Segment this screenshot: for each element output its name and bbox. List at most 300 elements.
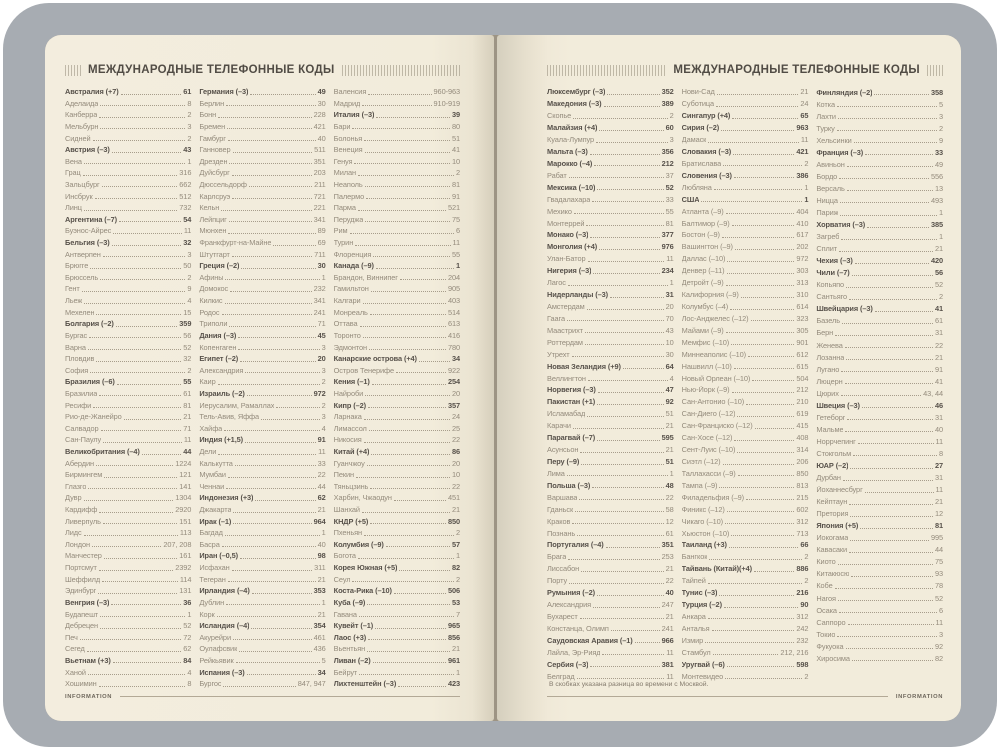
city-row [65, 329, 191, 341]
entry-code: 11 [800, 135, 809, 145]
city-row [547, 669, 674, 681]
dot-leader [838, 564, 933, 565]
entry-code: 24 [451, 412, 460, 422]
dot-leader [368, 639, 446, 640]
dot-leader [852, 275, 933, 276]
dot-leader [239, 651, 311, 652]
dot-leader [245, 442, 316, 443]
city-row [65, 410, 191, 422]
entry-name: Рио-де-Жанейро [65, 413, 122, 422]
city-row [65, 491, 191, 503]
entry-name: Акурейри [199, 633, 231, 642]
dot-leader [746, 499, 794, 500]
city-row [65, 503, 191, 515]
country-row [199, 352, 325, 364]
dot-leader [142, 454, 182, 455]
entry-name: Люцерн [816, 377, 843, 386]
city-row [334, 271, 460, 283]
entry-name: Бургас [65, 331, 88, 340]
country-row [682, 121, 809, 133]
city-row [682, 526, 809, 538]
entry-name: Тайпей [681, 577, 706, 586]
entry-code: 2 [187, 365, 192, 375]
entry-code: 50 [183, 261, 192, 271]
entry-name: Бразилия (–6) [65, 378, 115, 387]
city-row [65, 364, 191, 376]
information-label: INFORMATION [65, 693, 113, 700]
dot-leader [574, 213, 664, 214]
dot-leader [849, 504, 933, 505]
entry-name: Лос-Анджелес (–12) [681, 314, 749, 323]
entry-code: 514 [447, 307, 460, 317]
dot-leader [727, 261, 794, 262]
dot-leader [362, 512, 450, 513]
entry-name: Берлин [199, 99, 225, 108]
codes-columns [65, 85, 460, 692]
entry-name: Суботица [681, 100, 715, 109]
dot-leader [838, 118, 937, 119]
dot-leader [845, 383, 933, 384]
entry-name: Утрехт [547, 350, 570, 359]
entry-name: Монако (–3) [547, 231, 589, 240]
dot-leader [88, 349, 181, 350]
dot-leader [593, 607, 660, 608]
entry-code: 30 [317, 261, 326, 271]
entry-code: 421 [796, 147, 809, 157]
dot-leader [355, 245, 450, 246]
city-row [682, 395, 809, 407]
city-row [682, 621, 809, 633]
entry-code: 4 [321, 423, 326, 433]
entry-name: Венгрия (–3) [65, 598, 110, 607]
city-row [199, 131, 325, 143]
city-row [199, 143, 325, 155]
entry-name: Аргентина (–7) [65, 215, 118, 224]
city-row [65, 294, 191, 306]
entry-name: Вашингтон (–9) [681, 243, 733, 252]
entry-name: Сан-Антонио (–10) [681, 398, 745, 407]
dot-leader [712, 630, 795, 631]
city-row [682, 157, 809, 169]
entry-code: 963 [796, 123, 809, 133]
city-row [199, 480, 325, 492]
entry-code: 732 [179, 203, 192, 213]
entry-name: Дания (–3) [199, 331, 237, 340]
entry-name: Женева [816, 341, 843, 350]
entry-name: Вьентьян [333, 645, 366, 654]
entry-code: 972 [313, 388, 326, 398]
entry-name: Зальцбург [65, 180, 100, 189]
entry-code: 11 [183, 435, 192, 445]
entry-code: 212 [796, 385, 809, 395]
dot-leader [755, 428, 795, 429]
entry-code: 1 [939, 208, 943, 217]
dot-leader [121, 94, 182, 95]
dot-leader [372, 384, 446, 385]
city-row [816, 326, 943, 338]
city-row [547, 276, 674, 288]
dot-leader [845, 347, 933, 348]
country-row [682, 168, 809, 180]
city-row [547, 216, 674, 228]
entry-code: 10 [665, 337, 674, 347]
entry-name: Манчестер [65, 552, 102, 561]
dot-leader [232, 256, 312, 257]
entry-code: 614 [796, 302, 809, 311]
entry-code: 78 [934, 581, 943, 591]
country-row [334, 259, 460, 271]
dot-leader [100, 616, 185, 617]
entry-name: Болгария (–2) [65, 320, 114, 329]
entry-code: 11 [452, 238, 460, 248]
dot-leader [572, 356, 664, 357]
city-row [199, 271, 325, 283]
code-column [199, 85, 325, 692]
dot-leader [93, 140, 186, 141]
dot-leader [731, 344, 794, 345]
entry-name: Детройт (–9) [681, 279, 724, 288]
entry-code: 721 [313, 191, 326, 201]
entry-code: 61 [183, 388, 192, 398]
dot-leader [572, 523, 663, 524]
entry-name: Гент [65, 285, 80, 294]
country-row [547, 633, 674, 645]
entry-code: 2 [455, 528, 460, 538]
dot-leader [102, 581, 178, 582]
country-row [334, 538, 460, 550]
city-row [816, 651, 943, 663]
country-row [547, 586, 674, 598]
city-row [547, 490, 674, 502]
city-row [547, 407, 674, 419]
entry-code: 420 [930, 256, 943, 266]
city-row [334, 201, 460, 213]
country-row [816, 266, 943, 278]
entry-code: 10 [451, 470, 460, 480]
dot-leader [104, 558, 178, 559]
city-row [199, 178, 325, 190]
dot-leader [731, 535, 794, 536]
city-row [682, 383, 809, 395]
entry-name: Израиль (–2) [199, 389, 245, 398]
entry-name: Мехико [547, 207, 572, 216]
entry-name: Палермо [333, 192, 365, 201]
entry-code: 27 [934, 460, 943, 470]
country-row [334, 375, 460, 387]
entry-name: Бельгия (–3) [65, 239, 110, 248]
entry-name: Нью-Йорк (–9) [681, 386, 730, 395]
city-row [547, 645, 674, 657]
entry-name: Гамбург [199, 134, 226, 143]
entry-name: Куба (–9) [333, 598, 366, 607]
city-row [816, 639, 943, 651]
entry-name: Мюнхен [199, 227, 227, 236]
dot-leader [371, 291, 446, 292]
city-row [65, 573, 191, 585]
dot-leader [594, 165, 659, 166]
dot-leader [88, 674, 185, 675]
entry-name: ЮАР (–2) [816, 461, 849, 470]
city-row [65, 282, 191, 294]
city-row [682, 514, 809, 526]
dot-leader [725, 678, 802, 679]
entry-name: Ганновер [199, 146, 231, 155]
city-row [199, 526, 325, 538]
country-row [816, 254, 943, 266]
entry-name: Болонья [333, 134, 363, 143]
entry-name: Вена [65, 157, 82, 166]
country-row [65, 596, 191, 608]
entry-name: Улан-Батор [547, 255, 586, 264]
entry-name: Познань [547, 529, 576, 538]
entry-code: 91 [451, 191, 460, 201]
entry-name: США [681, 195, 700, 204]
dot-leader [713, 654, 779, 655]
dot-leader [396, 372, 446, 373]
dot-leader [223, 686, 295, 687]
dot-leader [727, 666, 795, 667]
dot-leader [111, 604, 181, 605]
city-row [816, 495, 943, 507]
dot-leader [112, 245, 182, 246]
entry-code: 1304 [175, 493, 192, 503]
country-row [816, 302, 943, 314]
entry-name: Финикс (–12) [681, 505, 725, 514]
entry-code: 92 [665, 397, 674, 407]
entry-code: 9 [939, 135, 943, 145]
entry-name: Лугано [816, 365, 840, 374]
entry-code: 313 [796, 278, 809, 288]
entry-name: Сиэтл (–12) [681, 457, 721, 466]
country-row [547, 85, 674, 97]
city-row [682, 550, 809, 562]
dot-leader [741, 297, 795, 298]
city-row [816, 422, 943, 434]
entry-code: 241 [313, 307, 326, 317]
entry-name: Ханой [65, 668, 86, 677]
entry-code: 21 [665, 445, 674, 455]
dot-leader [635, 642, 660, 643]
entry-code: 69 [317, 238, 326, 248]
city-row [547, 109, 674, 121]
entry-name: Шеффилд [65, 575, 101, 584]
dot-leader [738, 475, 795, 476]
entry-name: Иран (–0,5) [199, 552, 238, 561]
city-row [199, 317, 325, 329]
entry-code: 4 [187, 296, 192, 306]
entry-code: 612 [796, 349, 809, 359]
dot-leader [250, 94, 315, 95]
dot-leader [708, 583, 803, 584]
entry-name: Мельбурн [65, 122, 99, 131]
entry-name: Колумбия (–9) [333, 540, 384, 549]
dot-leader [370, 523, 446, 524]
entry-name: Багдад [199, 529, 223, 538]
entry-code: 323 [796, 313, 809, 323]
dot-leader [874, 94, 929, 95]
entry-code: 3 [321, 365, 326, 375]
entry-code: 1224 [175, 458, 192, 468]
entry-code: 20 [665, 302, 674, 311]
country-row [816, 458, 943, 470]
entry-code: 316 [179, 168, 192, 178]
dot-leader [400, 279, 446, 280]
country-row [547, 455, 674, 467]
entry-name: Портсмут [65, 564, 97, 573]
city-row [334, 166, 460, 178]
city-row [334, 526, 460, 538]
city-row [334, 143, 460, 155]
entry-code: 21 [800, 87, 809, 97]
city-row [334, 282, 460, 294]
city-row [334, 155, 460, 167]
entry-code: 55 [451, 249, 460, 259]
entry-code: 410 [796, 218, 809, 228]
entry-name: Печ [65, 633, 78, 642]
entry-code: 212, 216 [780, 647, 809, 657]
city-row [547, 312, 674, 324]
city-row [334, 306, 460, 318]
city-row [547, 300, 674, 312]
city-row [816, 531, 943, 543]
entry-name: Австралия (+7) [65, 88, 119, 97]
entry-name: Бургос [199, 680, 222, 689]
entry-name: Тунис (–3) [681, 589, 718, 598]
dot-leader [726, 285, 795, 286]
entry-code: 80 [451, 121, 460, 131]
dot-leader [754, 571, 794, 572]
entry-code: 8 [187, 679, 192, 689]
dot-leader [394, 500, 446, 501]
dot-leader [714, 189, 803, 190]
dot-leader [840, 202, 929, 203]
dot-leader [723, 464, 795, 465]
entry-name: Филадельфия (–9) [681, 493, 744, 502]
entry-name: Брюссель [65, 273, 99, 282]
city-row [334, 457, 460, 469]
country-row [547, 228, 674, 240]
dot-leader [226, 105, 316, 106]
city-row [199, 398, 325, 410]
dot-leader [354, 163, 449, 164]
entry-name: Хиросима [816, 654, 850, 663]
country-row [547, 383, 674, 395]
entry-code: 1 [939, 232, 943, 242]
entry-code: 20 [451, 388, 460, 398]
dot-leader [261, 419, 320, 420]
country-row [199, 387, 325, 399]
dot-leader [364, 419, 450, 420]
country-row [547, 657, 674, 669]
dot-leader [371, 454, 450, 455]
entry-code: 40 [665, 588, 674, 598]
city-row [682, 502, 809, 514]
entry-name: Денвер (–11) [681, 267, 725, 276]
city-row [682, 633, 809, 645]
dot-leader [360, 326, 446, 327]
entry-code: 521 [447, 203, 460, 213]
entry-name: Нашвилл (–10) [681, 362, 732, 371]
city-row [65, 480, 191, 492]
dot-leader [734, 368, 795, 369]
dot-leader [845, 431, 933, 432]
entry-name: Испания (–3) [199, 668, 245, 677]
entry-code: 247 [661, 600, 674, 610]
entry-code: 215 [796, 492, 809, 502]
city-row [547, 371, 674, 383]
city-row [682, 490, 809, 502]
country-row [334, 515, 460, 527]
dot-leader [568, 559, 659, 560]
entry-code: 377 [661, 230, 674, 240]
city-row [65, 120, 191, 132]
dot-leader [590, 666, 659, 667]
country-row [334, 619, 460, 631]
dot-leader [225, 279, 319, 280]
dot-leader [103, 523, 177, 524]
city-row [334, 468, 460, 480]
entry-name: Япония (+5) [816, 522, 859, 531]
country-row [199, 491, 325, 503]
city-row [816, 362, 943, 374]
dot-leader [255, 500, 315, 501]
dot-leader [849, 552, 933, 553]
page-title: МЕЖДУНАРОДНЫЕ ТЕЛЕФОННЫЕ КОДЫ [673, 64, 920, 76]
entry-code: 901 [796, 337, 809, 347]
entry-code: 403 [447, 296, 460, 306]
entry-name: Найроби [333, 389, 364, 398]
entry-code: 56 [183, 330, 192, 340]
entry-code: 33 [665, 194, 674, 204]
city-row [816, 507, 943, 519]
entry-code: 5 [321, 655, 326, 665]
city-row [816, 350, 943, 362]
entry-code: 254 [447, 377, 460, 387]
entry-code: 2 [804, 552, 809, 562]
entry-name: Новый Орлеан (–10) [681, 374, 751, 383]
dot-leader [846, 359, 933, 360]
entry-name: Мехелен [65, 308, 95, 317]
city-row [65, 549, 191, 561]
dot-leader [847, 166, 933, 167]
country-row [65, 213, 191, 225]
entry-code: 151 [179, 516, 192, 526]
entry-name: Флоренция [333, 250, 372, 259]
entry-name: КНДР (+5) [333, 517, 369, 526]
entry-code: 210 [796, 397, 809, 407]
entry-code: 141 [179, 481, 192, 491]
entry-code: 3 [187, 121, 192, 131]
dot-leader [852, 660, 933, 661]
dot-leader [575, 511, 664, 512]
entry-code: 12 [934, 509, 943, 519]
entry-name: Португалия (–4) [547, 541, 604, 550]
dot-leader [849, 299, 937, 300]
entry-name: Атланта (–9) [681, 207, 724, 216]
entry-name: Лидс [65, 529, 82, 538]
dot-leader [222, 546, 316, 547]
entry-code: 847, 947 [297, 679, 326, 689]
dot-leader [853, 455, 937, 456]
dot-leader [99, 570, 173, 571]
city-row [682, 371, 809, 383]
entry-code: 216 [796, 588, 809, 598]
dot-leader [100, 128, 185, 129]
entry-code: 11 [666, 671, 674, 681]
dot-leader [117, 384, 182, 385]
entry-name: Кельн [199, 204, 220, 213]
dot-leader [577, 678, 665, 679]
